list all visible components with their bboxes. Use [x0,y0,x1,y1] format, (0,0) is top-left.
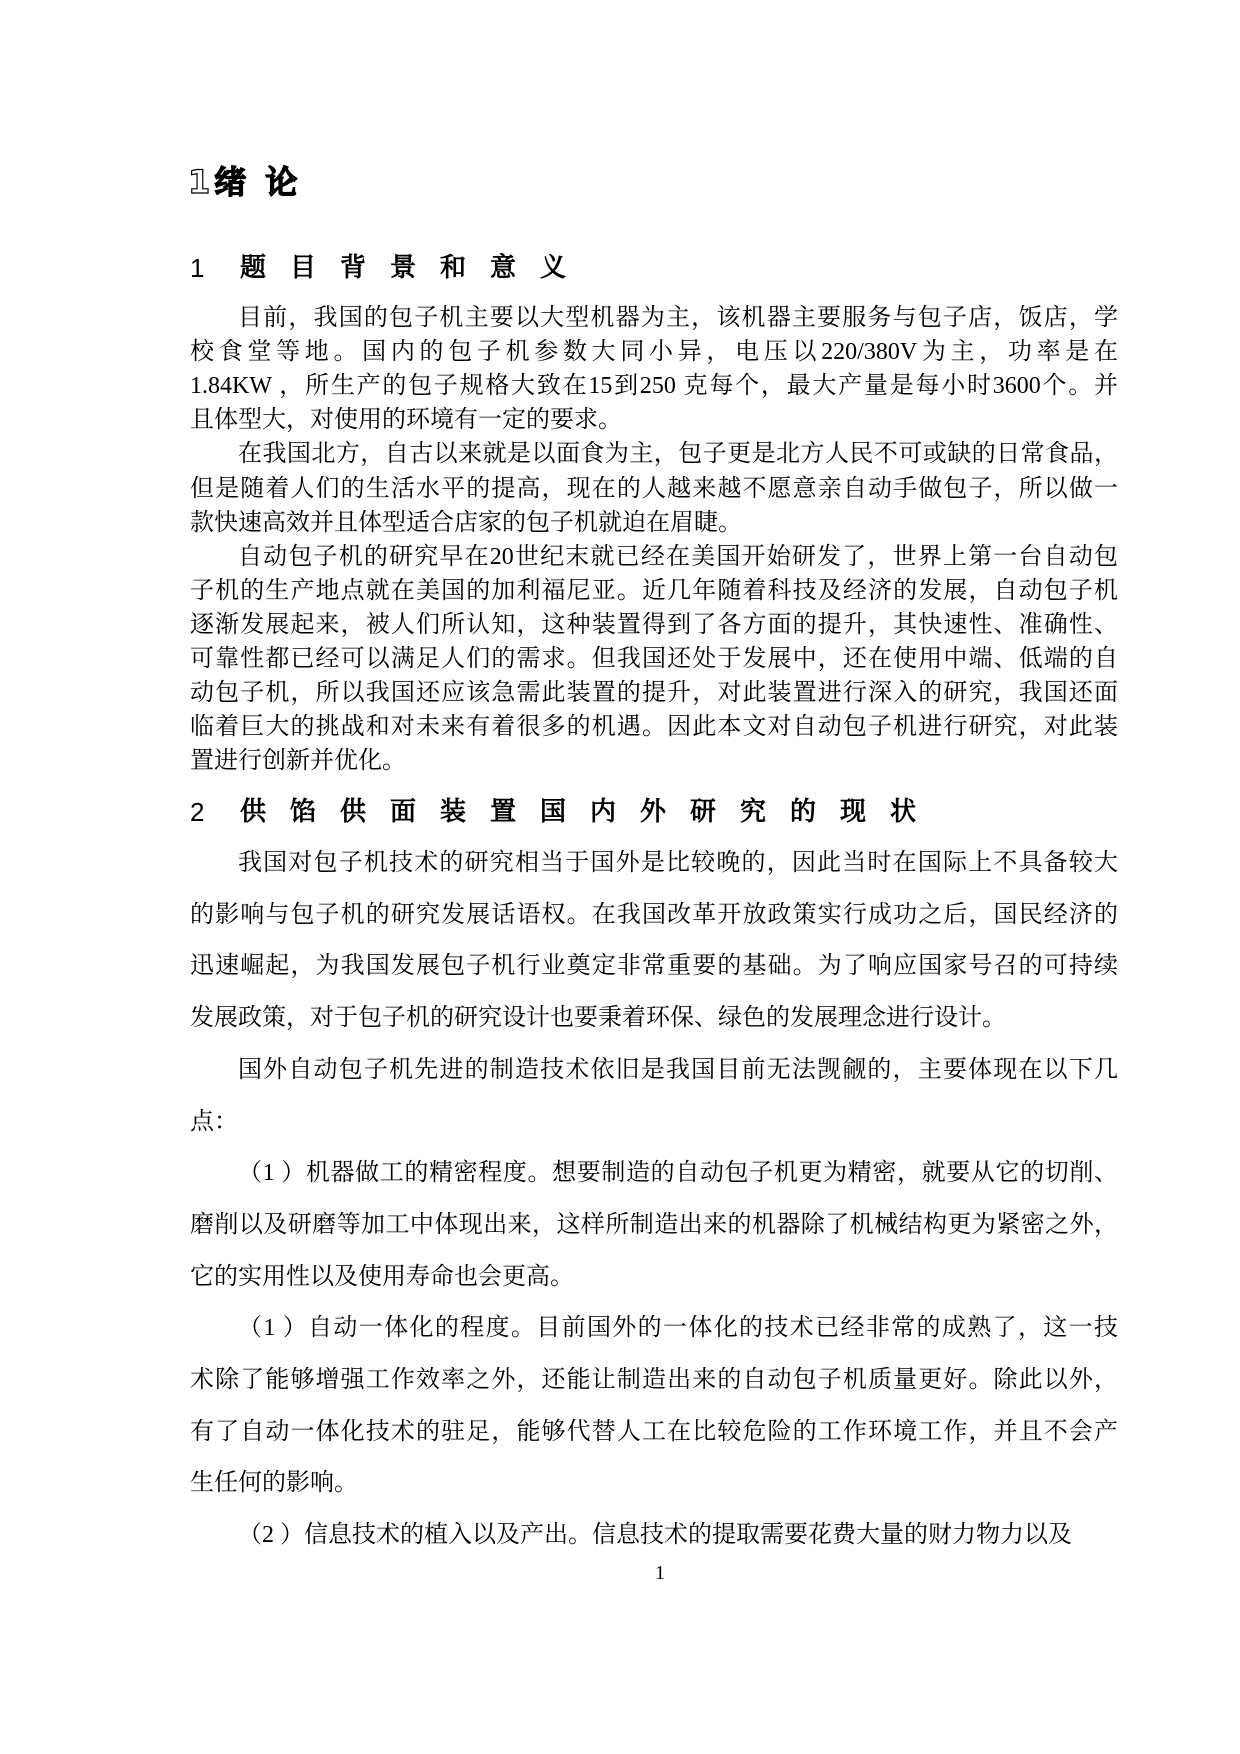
paragraph-line: 校食堂等地。国内的包子机参数大同小异，电压以220/380V为主，功率是在 [190,339,1118,366]
paragraph-line: 1.84KW ，所生产的包子规格大致在15到250 克每个，最大产量是每小时3600个。并 [190,373,1118,400]
paragraph-line: （1 ）机器做工的精密程度。想要制造的自动包子机更为精密，就要从它的切削、 [238,1160,1118,1187]
paragraph-line: 动包子机，所以我国还应该急需此装置的提升，对此装置进行深入的研究，我国还面 [190,680,1118,707]
paragraph-line: 自动包子机的研究早在20世纪末就已经在美国开始研发了，世界上第一台自动包 [238,543,1118,570]
paragraph-line: 国外自动包子机先进的制造技术依旧是我国目前无法觊觎的，主要体现在以下几 [238,1056,1118,1083]
paragraph-line: 款快速高效并且体型适合店家的包子机就迫在眉睫。 [190,509,742,536]
paragraph-line: 但是随着人们的生活水平的提高，现在的人越来越不愿意亲自动手做包子，所以做一 [190,475,1118,502]
paragraph-line: 可靠性都已经可以满足人们的需求。但我国还处于发展中，还在使用中端、低端的自 [190,646,1118,672]
paragraph-line: 的影响与包子机的研究发展话语权。在我国改革开放政策实行成功之后，国民经济的 [190,901,1118,928]
paragraph-line: 我国对包子机技术的研究相当于国外是比较晚的，因此当时在国际上不具备较大 [238,850,1118,876]
paragraph-line: 子机的生产地点就在美国的加利福尼亚。近几年随着科技及经济的发展，自动包子机 [190,577,1118,604]
section-number: 1 [190,253,205,283]
paragraph-line: 它的实用性以及使用寿命也会更高。 [190,1263,574,1290]
paragraph-line: 磨削以及研磨等加工中体现出来，这样所制造出来的机器除了机械结构更为紧密之外， [190,1211,1118,1238]
paragraph-line: 在我国北方，自古以来就是以面食为主，包子更是北方人民不可或缺的日常食品， [238,441,1118,468]
paragraph-line: 置进行创新并优化。 [190,748,406,775]
paragraph-line: 术除了能够增强工作效率之外，还能让制造出来的自动包子机质量更好。除此以外， [190,1367,1118,1393]
paragraph-line: 临着巨大的挑战和对未来有着很多的机遇。因此本文对自动包子机进行研究，对此装 [190,714,1118,741]
paragraph-line: 生任何的影响。 [190,1470,358,1497]
paragraph-line: 迅速崛起，为我国发展包子机行业奠定非常重要的基础。为了响应国家号召的可持续 [190,953,1118,980]
paragraph-line: 且体型大，对使用的环境有一定的要求。 [190,407,622,434]
paragraph-line: （1 ）自动一体化的程度。目前国外的一体化的技术已经非常的成熟了，这一技 [238,1315,1118,1342]
section-heading-text: 供馅供面装置国内外研究的现状 [240,797,941,827]
section-heading [190,250,590,286]
paragraph-line: （2 ）信息技术的植入以及产出。信息技术的提取需要花费大量的财力物力以及 [238,1522,1072,1549]
paragraph-line: 发展政策，对于包子机的研究设计也要秉着环保、绿色的发展理念进行设计。 [190,1005,1006,1032]
section-heading-text: 题目背景和意义 [240,253,591,283]
page-number: 1 [655,1562,665,1584]
paragraph-line: 逐渐发展起来，被人们所认知，这种装置得到了各方面的提升，其快速性、准确性、 [190,611,1118,638]
paragraph-line: 点： [190,1108,238,1135]
paragraph-line: 目前，我国的包子机主要以大型机器为主，该机器主要服务与包子店，饭店，学 [238,305,1118,331]
chapter-title: 1绪 论 [188,163,302,201]
section-heading [190,794,940,830]
section-number: 2 [190,797,205,827]
paragraph-line: 有了自动一体化技术的驻足，能够代替人工在比较危险的工作环境工作，并且不会产 [190,1418,1118,1445]
